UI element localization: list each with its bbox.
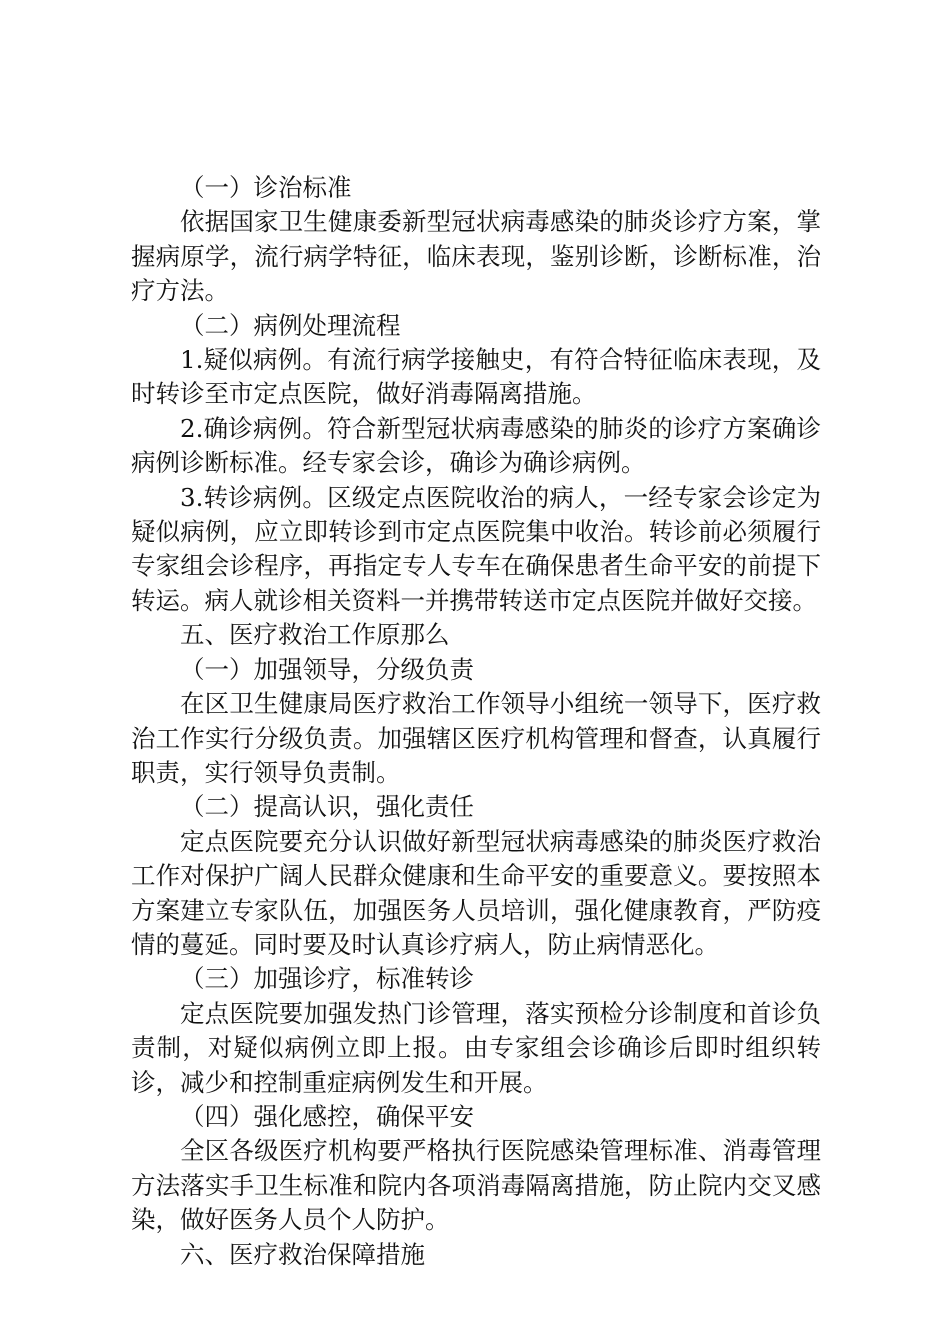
section-heading-five: 五、医疗救治工作原那么	[180, 620, 450, 650]
paragraph: 3.转诊病例。区级定点医院收治的病人，一经专家会诊定为疑似病例，应立即转诊到市定点医院集中收治。转诊前必须履行专家组会诊程序，再指定专人专车在确保患者生命平安的前提下转运。病人就诊相关资料一并携带转送市定点医院并做好交接。	[131, 482, 821, 615]
paragraph: 定点医院要加强发热门诊管理，落实预检分诊制度和首诊负责制，对疑似病例立即上报。由专家组会诊确诊后即时组织转诊，减少和控制重症病例发生和开展。	[131, 998, 821, 1097]
paragraph: 2.确诊病例。符合新型冠状病毒感染的肺炎的诊疗方案确诊病例诊断标准。经专家会诊，确诊为确诊病例。	[131, 413, 821, 478]
subheading-infection-control: （四）强化感控，确保平安	[180, 1101, 474, 1131]
subheading-diagnosis-standard: （一）诊治标准	[180, 173, 352, 202]
paragraph: 全区各级医疗机构要严格执行医院感染管理标准、消毒管理方法落实手卫生标准和院内各项消毒隔离措施，防止院内交叉感染，做好医务人员个人防护。	[131, 1136, 821, 1235]
subheading-treatment: （三）加强诊疗，标准转诊	[180, 964, 474, 994]
section-heading-six: 六、医疗救治保障措施	[180, 1239, 425, 1269]
subheading-leadership: （一）加强领导，分级负责	[180, 654, 474, 684]
subheading-case-process: （二）病例处理流程	[180, 310, 401, 340]
document-body	[131, 171, 821, 1272]
paragraph: 依据国家卫生健康委新型冠状病毒感染的肺炎诊疗方案，掌握病原学，流行病学特征，临床表现，鉴别诊断，诊断标准，治疗方法。	[131, 207, 821, 306]
paragraph: 1.疑似病例。有流行病学接触史，有符合特征临床表现，及时转诊至市定点医院，做好消毒隔离措施。	[131, 345, 821, 409]
paragraph: 定点医院要充分认识做好新型冠状病毒感染的肺炎医疗救治工作对保护广阔人民群众健康和生命平安的重要意义。要按照本方案建立专家队伍，加强医务人员培训，强化健康教育，严防疫情的蔓延。同时要及时认真诊疗病人，防止病情恶化。	[131, 826, 821, 959]
subheading-awareness: （二）提高认识，强化责任	[180, 792, 474, 822]
paragraph: 在区卫生健康局医疗救治工作领导小组统一领导下，医疗救治工作实行分级负责。加强辖区医疗机构管理和督查，认真履行职责，实行领导负责制。	[131, 689, 821, 787]
